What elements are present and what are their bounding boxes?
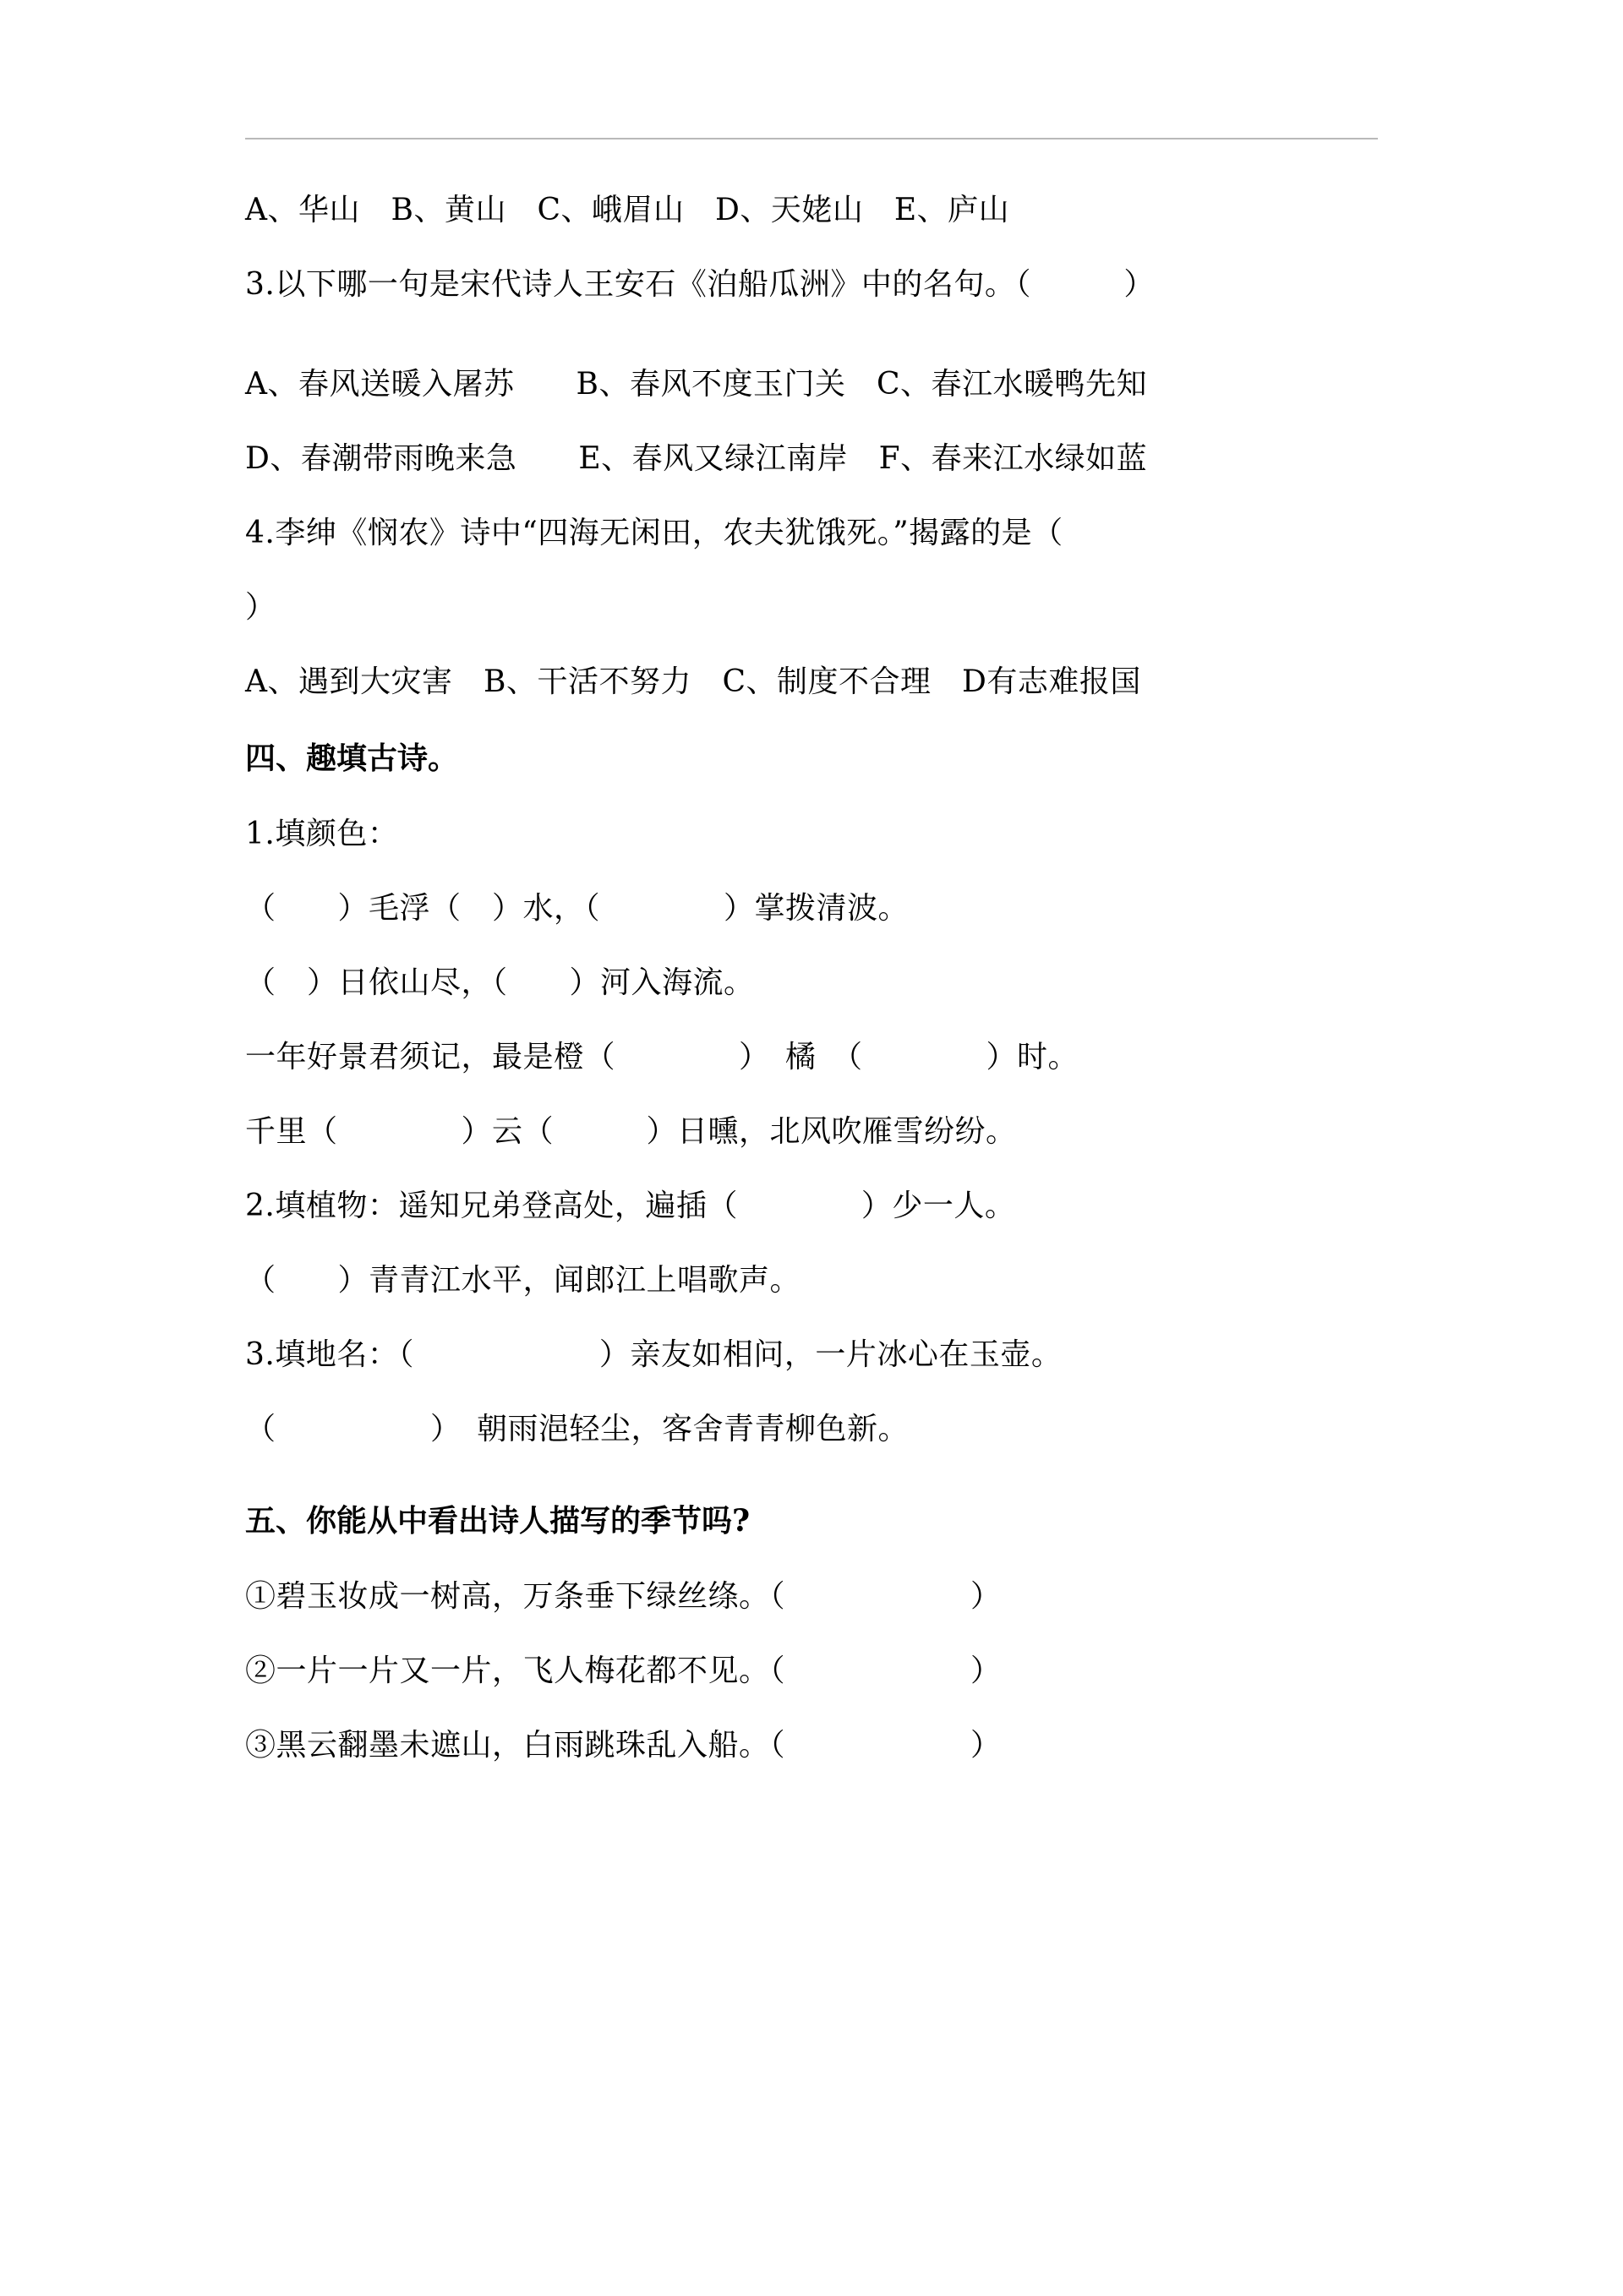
question-4-continuation: ） <box>245 590 276 625</box>
section-heading-four: 四、趣填古诗。 <box>245 741 459 776</box>
question-3-options-2: D、春潮带雨晚来急 E、春风又绿江南岸 F、春来江水绿如蓝 <box>245 441 1148 476</box>
item-4-2-b: （ ）青青江水平，闻郎江上唱歌声。 <box>245 1263 801 1298</box>
question-3: 3.以下哪一句是宋代诗人王安石《泊船瓜洲》中的名句。（ ） <box>245 267 1155 302</box>
item-4-1-b: （ ）日依山尽，（ ）河入海流。 <box>245 965 755 1000</box>
section-heading-five: 五、你能从中看出诗人描写的季节吗? <box>245 1503 751 1539</box>
item-5-1: ①碧玉妆成一树高，万条垂下绿丝绦。（ ） <box>245 1579 1002 1614</box>
item-4-3: 3.填地名：（ ）亲友如相问，一片冰心在玉壶。 <box>245 1337 1063 1372</box>
item-4-1-a: （ ）毛浮（ ）水，（ ）掌拨清波。 <box>245 891 910 926</box>
choices-line-1: A、华山 B、黄山 C、峨眉山 D、天姥山 E、庐山 <box>245 193 1010 227</box>
item-4-1-d: 千里（ ）云（ ）日曛，北风吹雁雪纷纷。 <box>245 1114 1017 1149</box>
question-4-options: A、遇到大灾害 B、干活不努力 C、制度不合理 D有志难报国 <box>245 664 1141 699</box>
blank-spacer-2 <box>245 1467 1395 1482</box>
header-divider <box>245 138 1378 139</box>
document-body <box>245 173 1395 1783</box>
item-4-1-c: 一年好景君须记，最是橙（ ） 橘 （ ）时。 <box>245 1040 1079 1074</box>
item-5-2: ②一片一片又一片，飞人梅花都不见。（ ） <box>245 1654 1002 1688</box>
question-3-options-1: A、春风送暖入屠苏 B、春风不度玉门关 C、春江水暖鸭先知 <box>245 367 1147 402</box>
question-4: 4.李绅《悯农》诗中“四海无闲田，农夫犹饿死。”揭露的是（ <box>245 516 1063 550</box>
blank-spacer <box>245 322 1395 347</box>
item-5-3: ③黑云翻墨未遮山，白雨跳珠乱入船。（ ） <box>245 1728 1002 1763</box>
item-4-1-label: 1.填颜色： <box>245 817 399 851</box>
item-4-2: 2.填植物：遥知兄弟登高处，遍插（ ）少一人。 <box>245 1189 1016 1223</box>
item-4-3-b: （ ） 朝雨浥轻尘，客舍青青柳色新。 <box>245 1412 910 1446</box>
